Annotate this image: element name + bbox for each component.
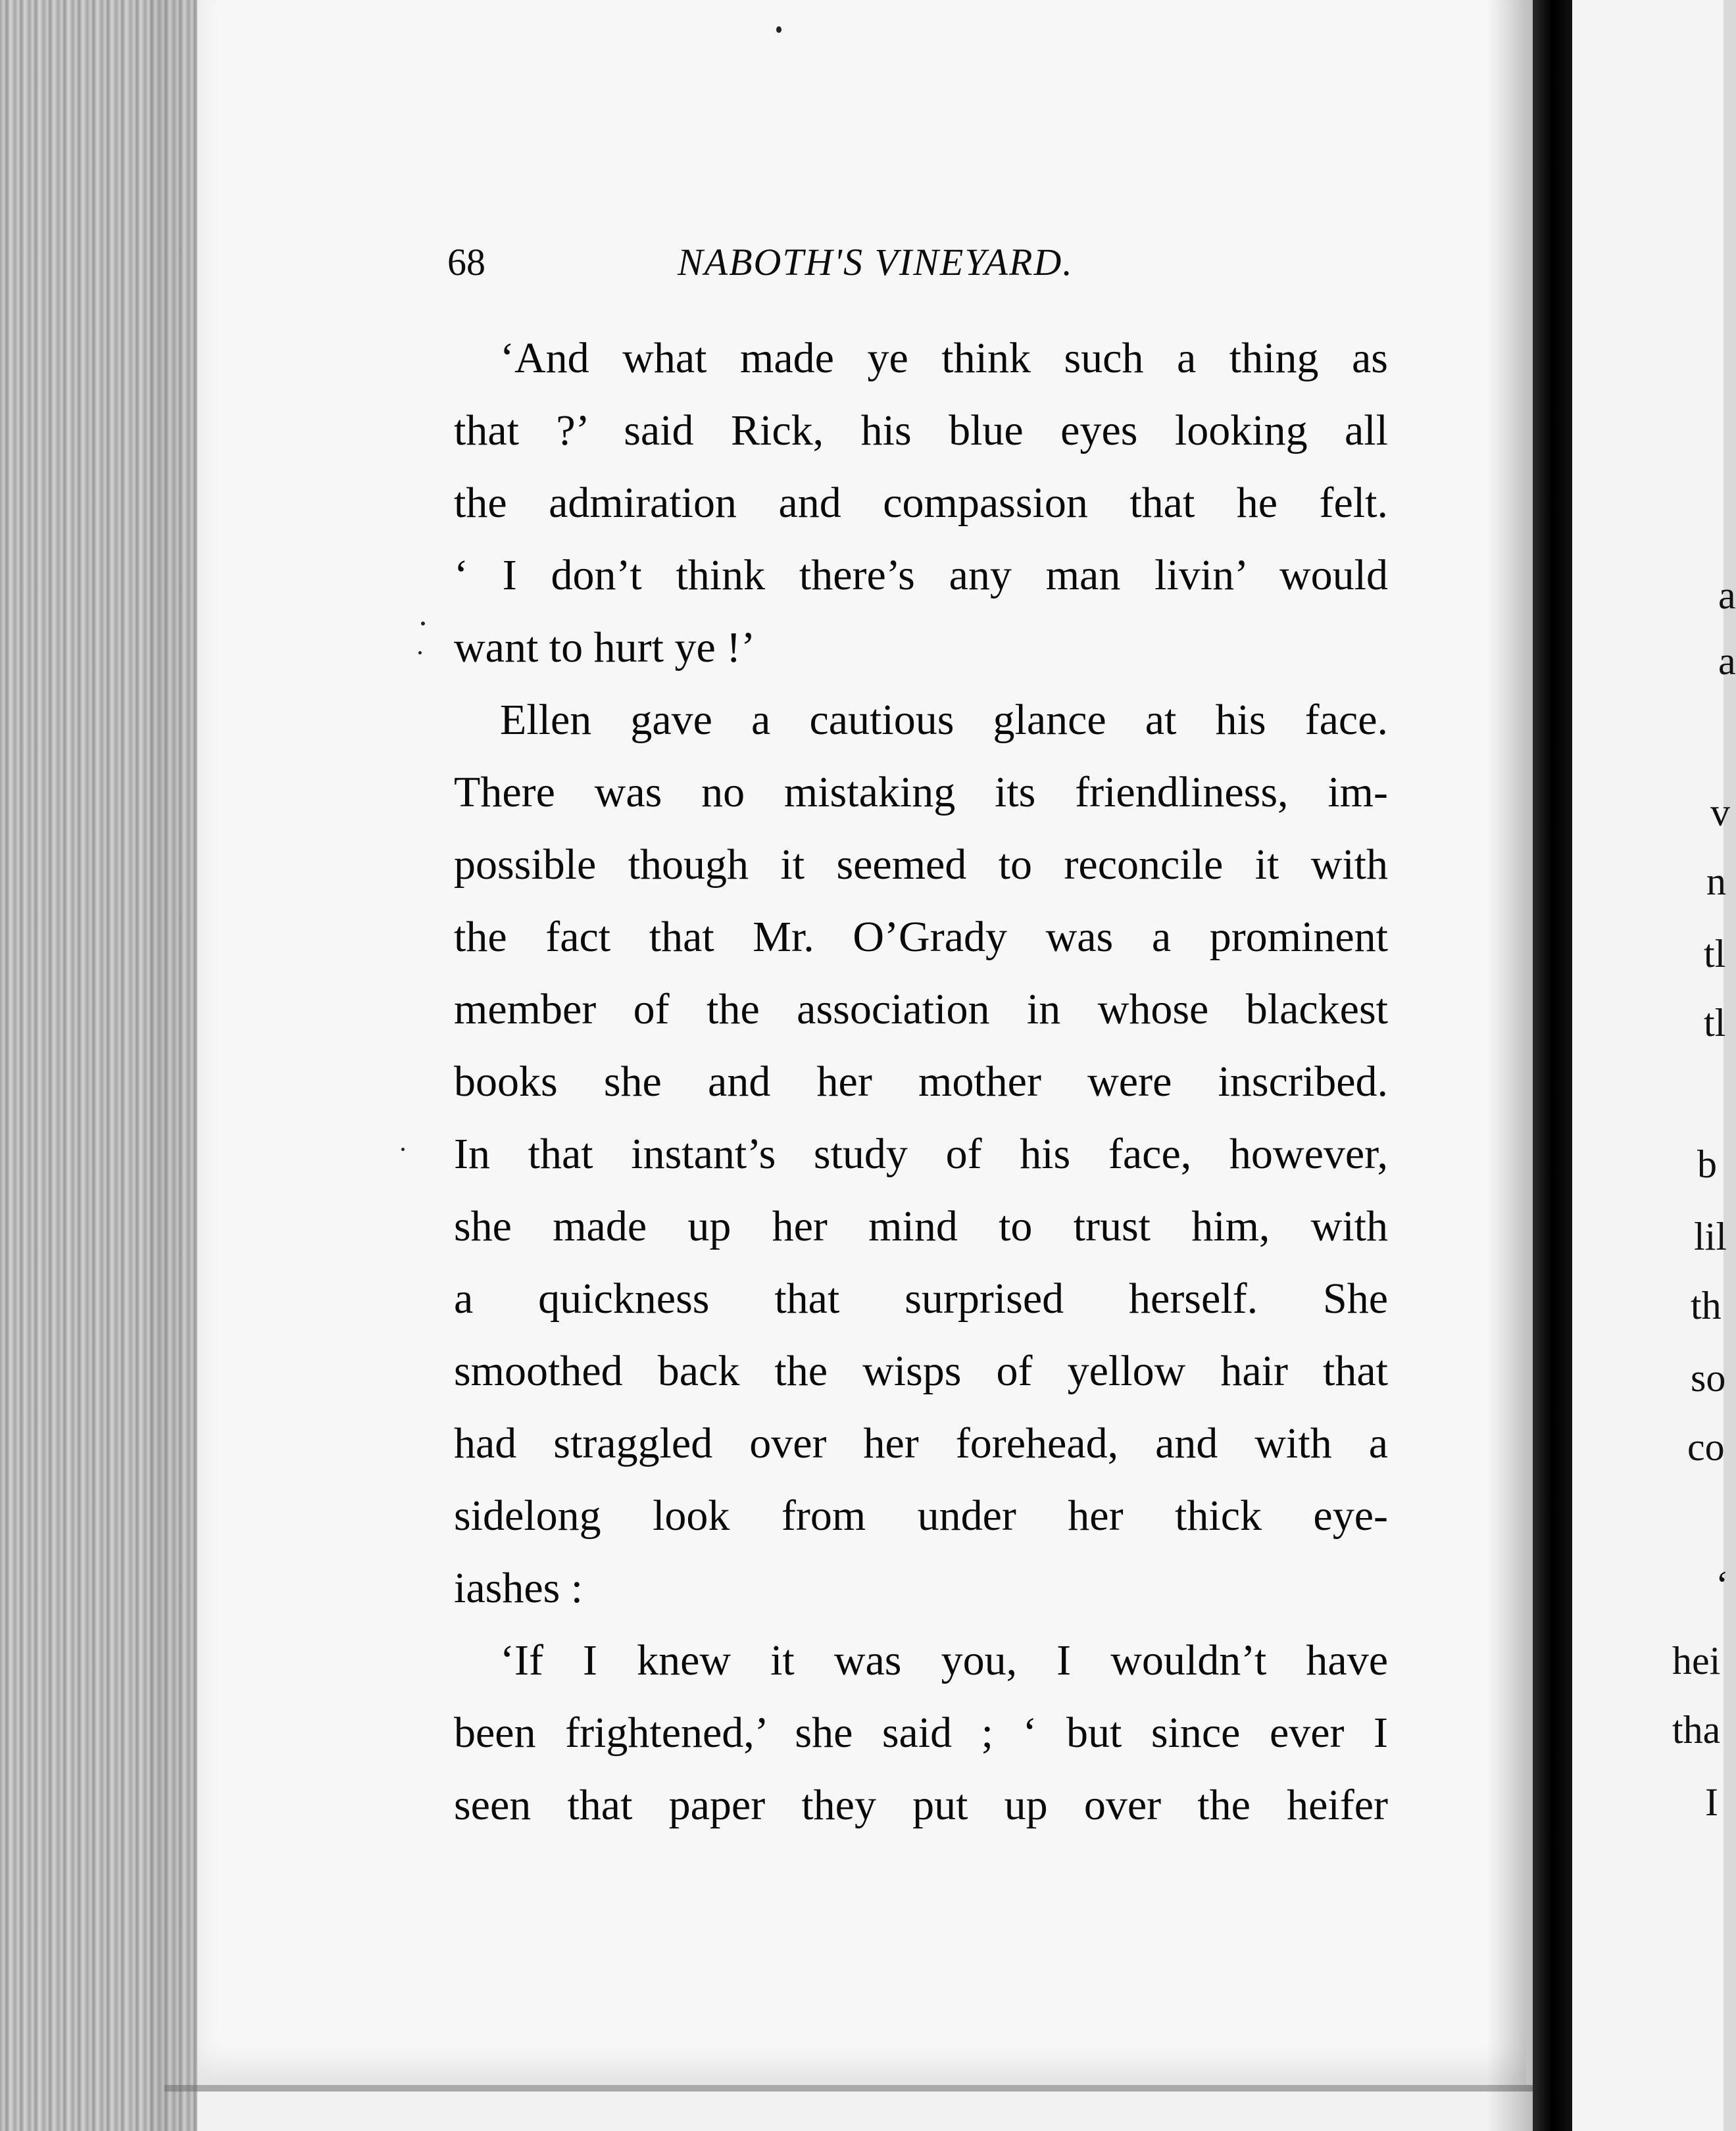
text-line: iashes : <box>454 1564 583 1612</box>
scan-speck <box>421 622 425 625</box>
text-line: that ?’ said Rick, his blue eyes looking all <box>454 406 1388 454</box>
right-page-fragment: tl <box>1704 1001 1726 1044</box>
right-page-fragment: a <box>1718 639 1736 683</box>
book-gutter <box>1533 0 1572 2131</box>
page-edges <box>0 0 197 2131</box>
text-line: member of the association in whose blackest <box>454 985 1388 1033</box>
scan-speck <box>418 651 422 654</box>
text-line: had straggled over her forehead, and with a <box>454 1419 1388 1467</box>
right-page-fragment: b <box>1697 1142 1717 1186</box>
text-line: she made up her mind to trust him, with <box>454 1202 1388 1250</box>
text-line: a quickness that surprised herself. She <box>454 1275 1388 1323</box>
right-page-fragment: so <box>1691 1356 1726 1400</box>
page-bottom-edge <box>164 2085 1559 2092</box>
right-page-fragment: tha <box>1672 1708 1721 1751</box>
right-page-fragment: hei <box>1672 1639 1721 1682</box>
text-line: books she and her mother were inscribed. <box>454 1058 1388 1106</box>
text-line: ‘And what made ye think such a thing as <box>500 334 1388 382</box>
right-page-fragment: ‘ <box>1716 1563 1729 1607</box>
text-line: been frightened,’ she said ; ‘ but since ever I <box>454 1709 1388 1757</box>
text-line: Ellen gave a cautious glance at his face. <box>500 696 1388 744</box>
text-line: smoothed back the wisps of yellow hair that <box>454 1347 1388 1395</box>
right-page-fragment: tl <box>1704 932 1726 975</box>
body-text <box>454 322 1388 1842</box>
right-page-fragment: n <box>1706 860 1726 903</box>
text-line: the admiration and compassion that he felt. <box>454 479 1388 527</box>
right-page-fragment: I <box>1705 1780 1718 1824</box>
right-page-fragment: v <box>1710 791 1730 834</box>
right-page-fragment: co <box>1687 1425 1725 1469</box>
text-line: seen that paper they put up over the heifer <box>454 1781 1388 1829</box>
text-line: ‘ I don’t think there’s any man livin’ would <box>454 551 1388 599</box>
text-line: ‘If I knew it was you, I wouldn’t have <box>500 1636 1388 1684</box>
text-line: There was no mistaking its friendliness, im- <box>454 768 1388 816</box>
text-line: the fact that Mr. O’Grady was a prominent <box>454 913 1388 961</box>
text-line: In that instant’s study of his face, however, <box>454 1130 1388 1178</box>
scan-speck <box>776 26 781 33</box>
page-number: 68 <box>447 241 485 283</box>
right-page-fragment: a <box>1718 574 1736 617</box>
scan-speck <box>401 1148 405 1151</box>
running-title: NABOTH'S VINEYARD. <box>678 241 1074 283</box>
right-page <box>1572 0 1736 2131</box>
text-line: possible though it seemed to reconcile it with <box>454 841 1388 889</box>
right-page-fragment: lil <box>1694 1215 1727 1258</box>
running-head <box>447 240 1138 293</box>
gutter-shadow <box>1487 0 1539 2131</box>
right-page-fragment: th <box>1691 1284 1722 1327</box>
text-line: sidelong look from under her thick eye- <box>454 1492 1388 1540</box>
text-line: want to hurt ye !’ <box>454 624 756 672</box>
